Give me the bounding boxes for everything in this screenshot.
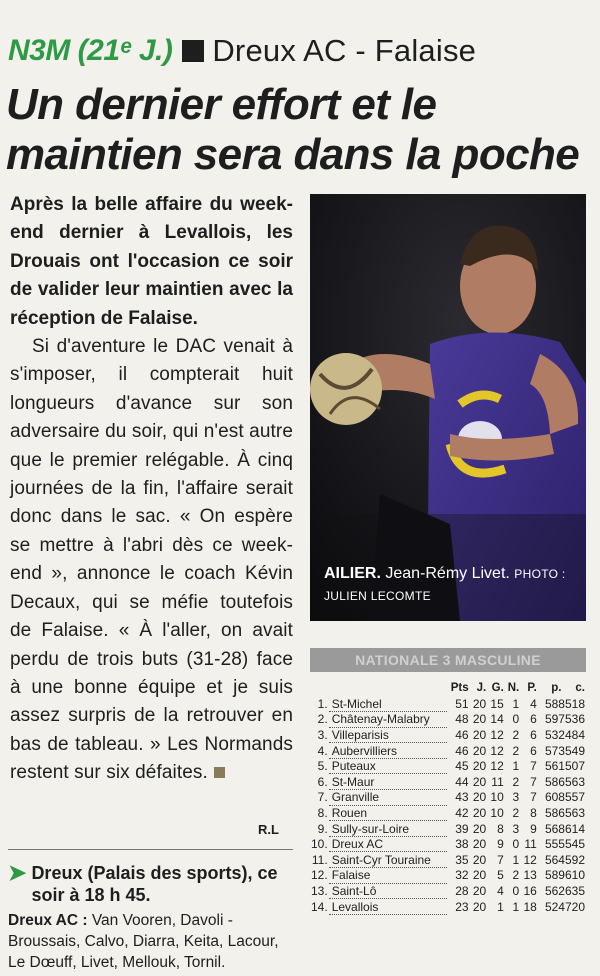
table-row [310,743,586,759]
row-played: 20 [472,727,487,742]
header-team [329,680,447,696]
row-draw: 0 [512,837,520,852]
article-kicker [8,34,476,68]
arrow-right-icon: ➤ [8,860,27,885]
row-pts: 45 [455,759,469,774]
row-won: 10 [490,805,504,820]
row-goals: 586563 [544,774,585,789]
row-rank: 8. [317,805,328,820]
row-lost: 8 [530,805,537,820]
row-draw: 1 [512,852,520,867]
standings-rows [310,696,586,914]
row-rank: 6. [317,774,328,789]
row-rank: 3. [317,727,328,742]
row-team: St-Michel [329,696,447,712]
row-played: 20 [472,868,487,883]
player-photo [310,194,586,621]
row-goals: 568614 [544,821,585,836]
header-rank [310,680,329,696]
row-team: Rouen [329,805,447,821]
table-row [310,758,586,774]
row-played: 20 [472,899,487,914]
table-row [310,852,586,868]
row-goals: 555545 [544,837,585,852]
end-mark-icon [214,767,225,778]
row-won: 14 [490,712,504,727]
row-lost: 4 [530,696,537,711]
photo-caption [324,563,586,607]
row-pts: 23 [455,899,469,914]
divider [8,849,293,850]
row-draw: 2 [512,868,520,883]
row-won: 4 [497,883,504,898]
row-goals: 608557 [544,790,585,805]
league-tag: N3M (21ᵉ J.) [8,34,173,67]
row-rank: 1. [317,696,328,711]
row-goals: 564592 [544,852,585,867]
row-won: 9 [497,837,504,852]
article-body [10,191,293,788]
row-lost: 12 [523,852,537,867]
row-team: Puteaux [329,758,447,774]
row-lost: 18 [523,899,537,914]
row-lost: 7 [530,759,537,774]
row-goals: 586563 [544,805,585,820]
row-goals: 562635 [544,883,585,898]
row-played: 20 [472,821,487,836]
row-team: Saint-Cyr Touraine [329,852,447,868]
row-pts: 46 [455,743,469,758]
row-won: 15 [490,696,504,711]
row-rank: 11. [311,852,328,867]
row-draw: 0 [512,712,520,727]
row-rank: 9. [317,821,328,836]
row-lost: 11 [524,837,537,852]
caption-name: Jean-Rémy Livet. [385,565,510,582]
standings-header-row [310,680,586,696]
row-draw: 3 [512,790,520,805]
row-draw: 0 [512,883,520,898]
row-goals: 561507 [544,759,585,774]
article-lede: Après la belle affaire du week-end dernier à Levallois, les Drouais ont l'occasion ce soir de valider leur maintien avec la réception de Falaise. [10,194,293,329]
row-pts: 48 [455,712,469,727]
article-paragraph [10,333,293,788]
row-rank: 7. [317,790,328,805]
row-goals: 532484 [544,727,585,742]
row-goals: 597536 [544,712,585,727]
row-draw: 2 [512,727,520,742]
row-pts: 38 [455,837,469,852]
row-won: 1 [497,899,504,914]
row-draw: 1 [512,696,520,711]
row-lost: 16 [523,883,537,898]
row-played: 20 [472,790,487,805]
header-won: G. [491,682,504,694]
row-team: Levallois [329,899,447,915]
row-rank: 4. [317,743,328,758]
row-lost: 7 [530,790,537,805]
row-rank: 12. [311,868,328,883]
lineup-label: Dreux AC : [8,912,88,929]
row-pts: 43 [455,790,469,805]
byline: R.L [258,822,279,837]
row-goals: 524720 [544,899,585,914]
row-rank: 5. [317,759,328,774]
row-pts: 35 [455,852,469,867]
table-row [310,790,586,806]
row-pts: 32 [455,868,469,883]
table-row [310,774,586,790]
row-pts: 46 [455,727,469,742]
row-rank: 2. [317,712,328,727]
row-pts: 44 [455,774,469,789]
row-played: 20 [472,774,487,789]
match-title: Dreux AC - Falaise [212,33,477,68]
row-pts: 51 [455,696,469,711]
standings-title: NATIONALE 3 MASCULINE [310,648,586,672]
table-row [310,805,586,821]
row-team: Falaise [329,868,447,884]
row-won: 12 [490,743,504,758]
table-row [310,836,586,852]
row-rank: 13. [311,883,328,898]
row-pts: 39 [455,821,469,836]
match-venue [8,862,296,906]
table-row [310,712,586,728]
row-team: Villeparisis [329,727,447,743]
handball-player-image [310,194,586,621]
article-paragraph-text: Si d'aventure le DAC venait à s'imposer, il compterait huit longueurs d'avance sur son adversaire du soir, qui n'est autre que le premier relégable. À cinq journées de la fin, l'affaire serait donc dans le sac. « On espère se mettre à l'abri dès ce week-end », annonce le coach Kévin Decaux, qui se méfie toutefois de Falaise. « À l'aller, on avait perdu de trois buts (31-28) face à une bonne équipe et je suis assez surpris de la retrouver en bas de tableau. » Les Normands restent sur six défaites. [10,336,293,784]
match-info [8,862,296,973]
square-bullet-icon [182,40,204,62]
table-row [310,899,586,915]
header-draw: N. [507,682,520,694]
photo-credit: PHOTO : JULIEN LECOMTE [324,567,566,603]
row-won: 5 [497,868,504,883]
table-row [310,696,586,712]
row-played: 20 [472,805,487,820]
row-pts: 42 [455,805,469,820]
header-lost: P. [527,682,537,694]
table-row [310,868,586,884]
match-venue-text: Dreux (Palais des sports), ce soir à 18 h 45. [31,863,278,905]
lineup-players: Van Vooren, Davoli - Broussais, Calvo, Diarra, Keita, Lacour, Le Dœuff, Livet, Mellouk, Tornil. [8,912,279,971]
row-lost: 6 [530,712,537,727]
team-lineup [8,910,296,973]
row-rank: 14. [311,899,328,914]
row-played: 20 [472,883,487,898]
row-team: St-Maur [329,774,447,790]
caption-label: AILIER. [324,565,381,582]
row-draw: 2 [512,805,520,820]
row-lost: 7 [530,774,537,789]
row-rank: 10. [311,837,328,852]
row-team: Granville [329,790,447,806]
row-played: 20 [472,712,487,727]
standings-table [310,680,586,915]
row-played: 20 [472,696,487,711]
row-lost: 13 [523,868,537,883]
row-draw: 2 [512,743,520,758]
row-won: 11 [491,774,504,789]
row-played: 20 [472,837,487,852]
row-team: Sully-sur-Loire [329,821,447,837]
row-lost: 6 [530,727,537,742]
row-lost: 6 [530,743,537,758]
row-draw: 2 [512,774,520,789]
standings-box [310,648,586,915]
row-won: 8 [497,821,504,836]
row-draw: 3 [512,821,520,836]
row-team: Châtenay-Malabry [329,712,447,728]
row-goals: 588518 [544,696,585,711]
header-goals-against: c. [575,682,585,694]
row-goals: 589610 [544,868,585,883]
row-played: 20 [472,852,487,867]
row-team: Dreux AC [329,836,447,852]
row-won: 12 [490,727,504,742]
table-row [310,821,586,837]
header-played: J. [476,682,487,694]
headline: Un dernier effort et le maintien sera dans la poche [6,80,580,179]
row-played: 20 [472,759,487,774]
row-goals: 573549 [544,743,585,758]
header-pts: Pts [450,682,469,694]
table-row [310,883,586,899]
row-won: 10 [490,790,504,805]
row-played: 20 [472,743,487,758]
row-won: 7 [497,852,504,867]
row-draw: 1 [512,899,520,914]
table-row [310,727,586,743]
header-goals-for: p. [551,682,562,694]
row-team: Saint-Lô [329,883,447,899]
row-pts: 28 [455,883,469,898]
row-won: 12 [490,759,504,774]
row-draw: 1 [512,759,520,774]
row-lost: 9 [530,821,537,836]
row-team: Aubervilliers [329,743,447,759]
